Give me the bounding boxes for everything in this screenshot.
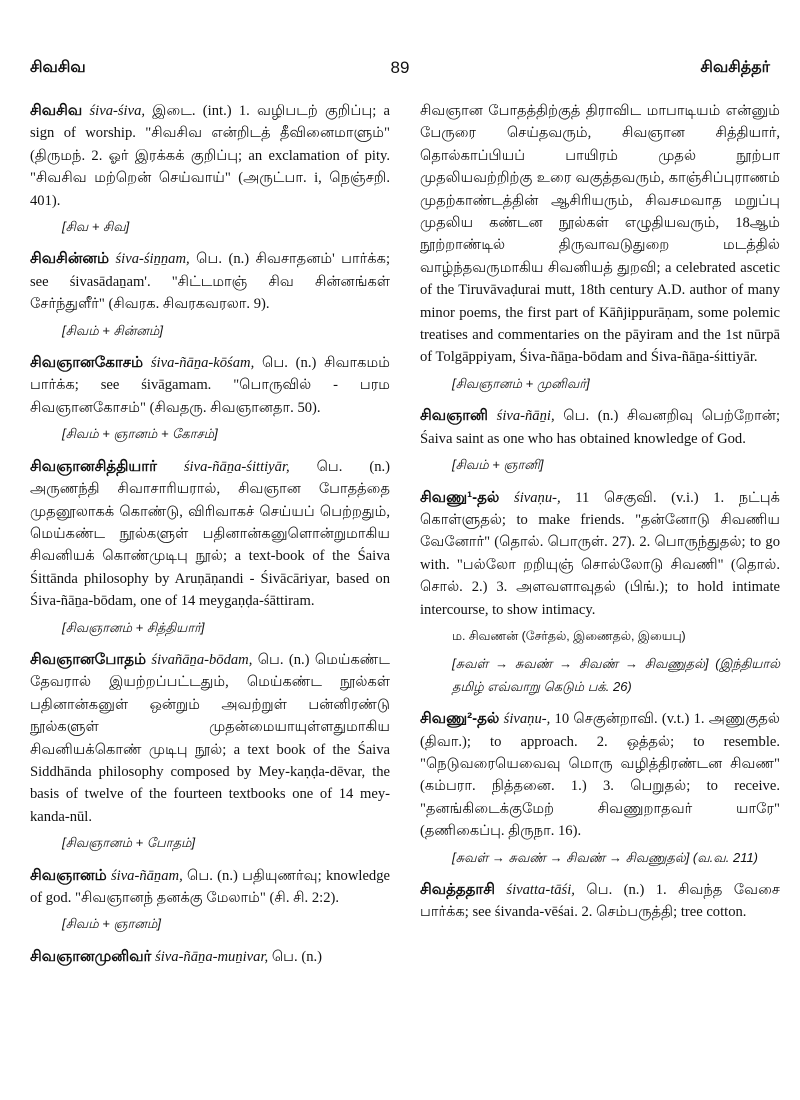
dictionary-entry	[420, 708, 780, 869]
entry-definition: பெ. (n.) சிவாகமம் பார்க்க; see śivāgamam. "பொருவில் - பரம சிவஞானகோசம்" (சிவதரு. சிவஞானதா. 50).	[30, 355, 390, 416]
dictionary-entry	[420, 100, 780, 395]
entry-etymology: [சிவம் + ஞானி]	[452, 457, 544, 473]
entry-headword: சிவஞானசித்தியார்	[30, 457, 157, 475]
entry-etymology: [சுவள் → சுவண் → சிவண் → சிவணுதல்] (இந்தியால் தமிழ் எவ்வாறு கெடும் பக். 26)	[452, 656, 780, 694]
entry-transliteration: śivaṇu-,	[503, 711, 551, 728]
entry-headword: சிவசிவ	[30, 102, 83, 119]
entry-transliteration: śivañāṉa-bōdam,	[151, 651, 253, 668]
dictionary-entry	[420, 487, 780, 699]
entry-headword: சிவஞானமுனிவர்	[30, 947, 152, 965]
entry-transliteration: śiva-śiva,	[89, 103, 146, 119]
entry-definition: 11 செகுவி. (v.i.) 1. நட்புக் கொள்ளுதல்; to make friends. "தன்னோடு சிவணிய வேனோர்" (தொல். பொருள். 27). 2. பொருந்துதல்; to go with. "பல்லோ றறியுஞ் சொல்லோடு சிவணி" (தொல். சொல். 2.) 3. அளவளாவுதல் (பிங்.); to hold intimate intercourse, to show intimacy.	[420, 489, 780, 618]
page-number: 89	[390, 58, 410, 77]
right-column	[420, 100, 780, 934]
entry-transliteration: śiva-ñāṉa-kōśam,	[150, 355, 255, 372]
entry-headword: சிவணு¹-தல்	[420, 488, 500, 506]
entry-transliteration: śiva-ñāṉi,	[496, 408, 555, 425]
entry-definition: பெ. (n.) 1. சிவந்த வேசை பார்க்க; see śivanda-vēśai. 2. செம்பருத்தி; tree cotton.	[420, 882, 780, 921]
entry-headword: சிவத்ததாசி	[420, 881, 495, 898]
dictionary-entry	[30, 649, 390, 855]
entry-definition: சிவஞான போதத்திற்குத் திராவிட மாபாடியம் என்னும் பேருரை செய்தவரும், சிவஞான சித்தியார், தொல்காப்பியப் பாயிரம் முதல் நூற்பா முதலியவற்றிற்கு உரை வகுத்தவரும், காஞ்சிப்புராணம் முதற்காண்டத்தின் ஆசிரியரும், சிவசமவாத மறுப்பு முதலிய கண்டன நூல்கள் எழுதியவரும், 18ஆம் நூற்றாண்டில் திருவாவடுதுறை மடத்தில் வாழ்ந்தவருமாகிய சிவனியத் துறவி; a celebrated ascetic of the Tiruvāvaḍurai mutt, 18th century A.D. author of many minor poems, the first part of Kāñjippurāṇam, some polemic treatises and commentaries on the pāyiram and the 1st nūrpā of Tolgāppiyam, Śiva-ñāṉa-bōdam and Śiva-ñāṉa-śittiyār.	[420, 103, 780, 366]
entry-cognate: ம. சிவணன் (சேர்தல், இணைதல், இயைபு)	[452, 628, 686, 643]
entry-etymology: [சிவம் + சின்னம்]	[62, 322, 163, 338]
entry-definition: பெ. (n.)	[271, 948, 322, 965]
entry-etymology: [சிவம் + ஞானம்]	[62, 916, 161, 932]
entry-definition: பெ. (n.) பதியுணர்வு; knowledge of god. "சிவஞானந் தனக்கு மேலாம்" (சி. சி. 2:2).	[30, 867, 390, 906]
dictionary-entry	[30, 100, 390, 238]
entry-headword: சிவஞானி	[420, 407, 488, 425]
entry-transliteration: śiva-ñāṉam,	[110, 867, 183, 884]
dictionary-entry	[30, 248, 390, 342]
entry-headword: சிவசின்னம்	[30, 250, 110, 268]
entry-headword: சிவஞானகோசம்	[30, 354, 144, 372]
entry-definition: பெ. (n.) சிவசாதனம்' பார்க்க; see śivasādaṉam'. "சிட்டமாஞ் சிவ சின்னங்கள் சேர்ந்துளீர்" (சிவரக. சிவரகவரலா. 9).	[30, 251, 391, 313]
entry-transliteration: śivatta-tāśi,	[506, 882, 575, 898]
entry-definition: 10 செகுன்றாவி. (v.t.) 1. அணுகுதல் (திவா.); to approach. 2. ஒத்தல்; to resemble. "நெடுவரையெவைவு மொரு வழித்திரண்டன சிவண" (கம்பரா. நித்தனை. 1.) 3. பெறுதல்; to receive. "தனங்கிடைக்குமேற் சிவணுறாதவர் யாரே" (தணிகைப்பு. திருநா. 16).	[420, 711, 780, 840]
entry-definition: பெ. (n.) மெய்கண்ட தேவரால் இயற்றப்பட்டதும், மெய்கண்ட நூல்கள் பதினான்கனுள் ஒன்றும் அவற்றுள் பன்னிரண்டு நூல்களுள் முதன்மையாயுள்ளதுமாகிய சிவனியக்கொண் முடிபு நூல்; a text book of the Śaiva Siddhānda philosophy composed by Mey-kaṇḍa-dēvar, the basis of twelve of the fourteen textbooks one of 14 mey-kanda-nūl.	[30, 651, 390, 825]
entry-etymology: [சிவம் + ஞானம் + கோசம்]	[62, 426, 218, 442]
dictionary-entry	[30, 352, 390, 446]
entry-headword: சிவஞானம்	[30, 866, 107, 884]
entry-etymology: [சிவஞானம் + சித்தியார்]	[62, 619, 205, 635]
entry-definition: பெ. (n.) சிவனறிவு பெற்றோன்; Śaiva saint as one who has obtained knowledge of God.	[420, 408, 781, 447]
entry-transliteration: śiva-ñāṉa-śittiyār,	[183, 458, 290, 475]
dictionary-entry	[30, 946, 390, 968]
running-head-left: சிவசிவ	[30, 59, 86, 76]
dictionary-entry	[30, 865, 390, 936]
entry-etymology: [சுவள் → சுவண் → சிவண் → சிவணுதல்] (வ.வ. 211)	[452, 849, 759, 865]
entry-etymology: [சிவஞானம் + முனிவர்]	[452, 375, 590, 391]
entry-transliteration: śiva-śiṉṉam,	[115, 251, 190, 268]
entry-transliteration: śivaṇu-,	[514, 489, 561, 506]
dictionary-entry	[420, 405, 780, 476]
left-column	[30, 100, 390, 978]
entry-definition: இடை. (int.) 1. வழிபடற் குறிப்பு; a sign of worship. "சிவசிவ என்றிடத் தீவினைமாளும்" (திருமந். 2. ஓர் இரக்கக் குறிப்பு; an exclamation of pity. "சிவசிவ மற்றென் செய்வாய்" (அருட்பா. i, நெஞ்சறி. 401).	[30, 103, 390, 209]
page-header	[30, 58, 770, 82]
entry-headword: சிவணு²-தல்	[420, 710, 500, 728]
entry-etymology: [சிவ + சிவ]	[62, 219, 130, 235]
entry-headword: சிவஞானபோதம்	[30, 650, 147, 668]
entry-etymology: [சிவஞானம் + போதம்]	[62, 835, 196, 851]
dictionary-entry	[30, 456, 390, 639]
running-head-right: சிவசித்தர்	[700, 59, 770, 76]
entry-transliteration: śiva-ñāṉa-muṉivar,	[155, 948, 269, 965]
dictionary-entry	[420, 879, 780, 924]
entry-definition: பெ. (n.) அருணந்தி சிவாசாரியரால், சிவஞான போதத்தை முதனூலாகக் கொண்டு, விரிவாகச் செய்யப் பெற்றதும், மெய்கண்ட நூல்களுள் பதினான்கனுளொன்றுமாகிய சிவனியக் கொண்முடிபு நூல்; a text-book of the Śaiva Śittānda philosophy by Aruṇāṇandi - Śivācāriyar, based on Śiva-ñāṉa-bōdam, one of 14 meygaṇḍa-śāttiram.	[30, 458, 390, 610]
